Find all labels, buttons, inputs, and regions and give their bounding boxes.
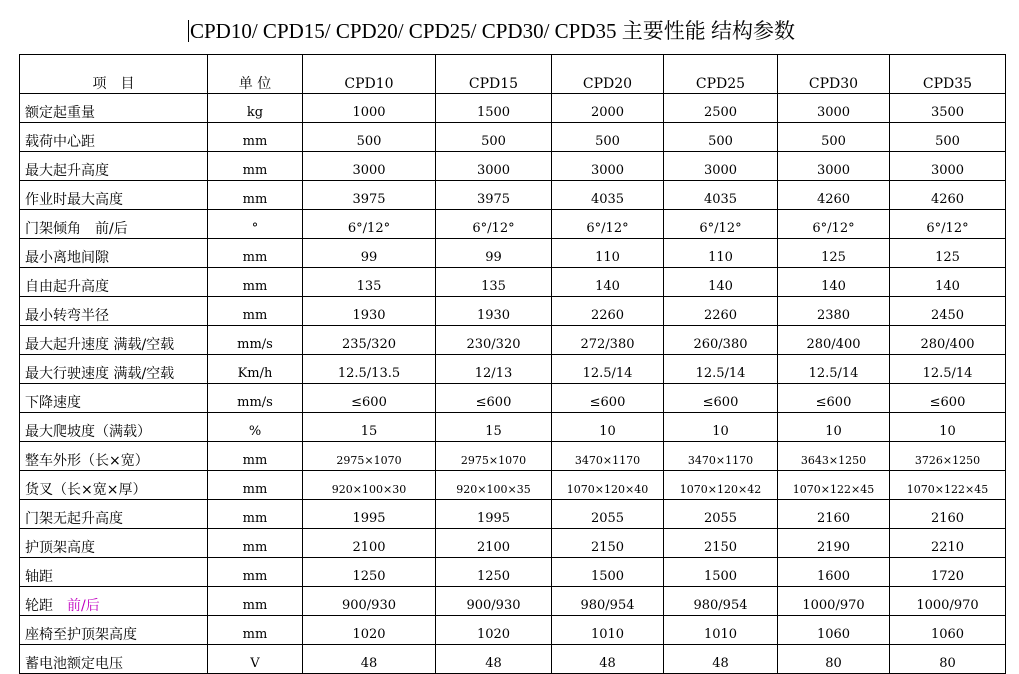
spec-table-body	[20, 94, 1006, 674]
row-value: 272/380	[552, 326, 664, 355]
header-item: 项 目	[20, 55, 208, 94]
header-row	[20, 55, 1006, 94]
row-value: 1020	[303, 616, 436, 645]
row-value: 1000	[303, 94, 436, 123]
row-value: 260/380	[664, 326, 778, 355]
row-value: 900/930	[436, 587, 552, 616]
row-value: 140	[552, 268, 664, 297]
row-value: 980/954	[552, 587, 664, 616]
row-item-label	[20, 268, 208, 297]
row-unit: mm	[208, 123, 303, 152]
row-value: 1020	[436, 616, 552, 645]
row-value: 280/400	[890, 326, 1006, 355]
row-value: ≤600	[303, 384, 436, 413]
row-value: 99	[436, 239, 552, 268]
row-value: 6°/12°	[436, 210, 552, 239]
row-unit: mm/s	[208, 384, 303, 413]
row-item-text: 蓄电池额定电压	[25, 656, 123, 672]
row-value: 15	[303, 413, 436, 442]
row-item-text: 轮距	[25, 598, 53, 614]
row-value: 3470×1170	[552, 442, 664, 471]
row-unit: mm	[208, 442, 303, 471]
row-value: 110	[664, 239, 778, 268]
row-item-label	[20, 152, 208, 181]
row-item-text: 门架无起升高度	[25, 511, 123, 527]
row-unit: Km/h	[208, 355, 303, 384]
row-value: 1070×120×40	[552, 471, 664, 500]
row-value: 15	[436, 413, 552, 442]
row-value: 125	[890, 239, 1006, 268]
row-value: ≤600	[436, 384, 552, 413]
row-value: 1500	[664, 558, 778, 587]
row-value: 6°/12°	[664, 210, 778, 239]
row-unit: %	[208, 413, 303, 442]
row-item-text: 最大行驶速度 满载/空载	[25, 366, 175, 382]
row-value: 2100	[436, 529, 552, 558]
row-value: 500	[436, 123, 552, 152]
row-value: 1720	[890, 558, 1006, 587]
row-value: 1500	[552, 558, 664, 587]
row-value: 900/930	[303, 587, 436, 616]
row-value: 1070×120×42	[664, 471, 778, 500]
row-unit: mm	[208, 471, 303, 500]
row-value: 920×100×35	[436, 471, 552, 500]
row-item-suffix: 前/后	[67, 598, 100, 614]
row-value: 500	[664, 123, 778, 152]
row-value: 3975	[436, 181, 552, 210]
table-row	[20, 239, 1006, 268]
row-value: 920×100×30	[303, 471, 436, 500]
row-value: 1000/970	[890, 587, 1006, 616]
row-item-label	[20, 616, 208, 645]
row-value: 2380	[778, 297, 890, 326]
row-value: 2190	[778, 529, 890, 558]
table-row	[20, 587, 1006, 616]
row-value: ≤600	[552, 384, 664, 413]
row-value: 2500	[664, 94, 778, 123]
row-item-text: 门架倾角 前/后	[25, 221, 128, 237]
row-value: 10	[890, 413, 1006, 442]
row-value: 1930	[303, 297, 436, 326]
row-value: 1010	[664, 616, 778, 645]
row-item-text: 自由起升高度	[25, 279, 109, 295]
header-model: CPD35	[890, 55, 1006, 94]
row-value: 140	[890, 268, 1006, 297]
row-unit: mm	[208, 500, 303, 529]
row-value: ≤600	[890, 384, 1006, 413]
table-row	[20, 181, 1006, 210]
row-value: 4260	[890, 181, 1006, 210]
row-value: 2260	[552, 297, 664, 326]
row-value: 1010	[552, 616, 664, 645]
row-value: 3500	[890, 94, 1006, 123]
table-row	[20, 500, 1006, 529]
row-item-label	[20, 123, 208, 152]
row-value: 12.5/14	[890, 355, 1006, 384]
table-row	[20, 297, 1006, 326]
row-item-label	[20, 384, 208, 413]
row-value: 3000	[778, 152, 890, 181]
header-model: CPD20	[552, 55, 664, 94]
row-value: 1000/970	[778, 587, 890, 616]
row-value: 2150	[664, 529, 778, 558]
row-value: 12.5/13.5	[303, 355, 436, 384]
row-value: 10	[664, 413, 778, 442]
table-row	[20, 384, 1006, 413]
row-value: 110	[552, 239, 664, 268]
row-value: 140	[664, 268, 778, 297]
row-value: 1500	[436, 94, 552, 123]
row-value: 4260	[778, 181, 890, 210]
row-item-text: 护顶架高度	[25, 540, 95, 556]
row-value: 2210	[890, 529, 1006, 558]
row-value: 3643×1250	[778, 442, 890, 471]
row-value: 1930	[436, 297, 552, 326]
row-value: 3000	[303, 152, 436, 181]
table-row	[20, 442, 1006, 471]
table-row	[20, 355, 1006, 384]
row-item-text: 最大起升高度	[25, 163, 109, 179]
row-value: 500	[552, 123, 664, 152]
row-item-label	[20, 529, 208, 558]
table-row	[20, 558, 1006, 587]
row-item-label	[20, 442, 208, 471]
row-unit: mm	[208, 268, 303, 297]
row-value: 230/320	[436, 326, 552, 355]
row-value: 2100	[303, 529, 436, 558]
row-item-text: 最大起升速度 满载/空载	[25, 337, 175, 353]
row-value: 280/400	[778, 326, 890, 355]
row-item-text: 下降速度	[25, 395, 81, 411]
row-item-text: 整车外形（长×宽）	[25, 453, 149, 469]
row-item-label	[20, 239, 208, 268]
row-value: 1600	[778, 558, 890, 587]
header-model: CPD15	[436, 55, 552, 94]
row-value: 80	[890, 645, 1006, 674]
table-row	[20, 413, 1006, 442]
row-value: 2150	[552, 529, 664, 558]
row-unit: mm	[208, 239, 303, 268]
row-unit: mm	[208, 558, 303, 587]
row-item-label	[20, 181, 208, 210]
row-value: 48	[664, 645, 778, 674]
row-value: 1060	[890, 616, 1006, 645]
row-item-text: 作业时最大高度	[25, 192, 123, 208]
row-unit: mm	[208, 152, 303, 181]
table-row	[20, 616, 1006, 645]
row-value: 980/954	[664, 587, 778, 616]
row-value: ≤600	[778, 384, 890, 413]
spec-table	[19, 54, 1006, 674]
row-value: 80	[778, 645, 890, 674]
row-value: 1070×122×45	[778, 471, 890, 500]
row-value: 125	[778, 239, 890, 268]
row-value: 12.5/14	[778, 355, 890, 384]
row-value: 3726×1250	[890, 442, 1006, 471]
row-value: 10	[552, 413, 664, 442]
row-item-text: 轴距	[25, 569, 53, 585]
row-value: 1250	[436, 558, 552, 587]
row-item-label	[20, 210, 208, 239]
row-value: 3470×1170	[664, 442, 778, 471]
row-value: 1995	[303, 500, 436, 529]
row-value: 6°/12°	[890, 210, 1006, 239]
row-unit: mm	[208, 616, 303, 645]
row-value: 500	[778, 123, 890, 152]
row-value: 2260	[664, 297, 778, 326]
row-unit: mm/s	[208, 326, 303, 355]
row-value: 3000	[664, 152, 778, 181]
row-unit: mm	[208, 587, 303, 616]
row-item-text: 最小转弯半径	[25, 308, 109, 324]
row-value: 2160	[890, 500, 1006, 529]
row-item-text: 额定起重量	[25, 105, 95, 121]
row-value: 2975×1070	[436, 442, 552, 471]
header-unit: 单 位	[208, 55, 303, 94]
table-row	[20, 152, 1006, 181]
row-value: 4035	[552, 181, 664, 210]
row-value: 500	[303, 123, 436, 152]
row-value: 99	[303, 239, 436, 268]
row-item-label	[20, 297, 208, 326]
row-value: 1995	[436, 500, 552, 529]
row-item-label	[20, 471, 208, 500]
row-value: 2055	[664, 500, 778, 529]
row-value: 3975	[303, 181, 436, 210]
row-value: 2000	[552, 94, 664, 123]
row-value: 48	[303, 645, 436, 674]
row-item-text: 最大爬坡度（满载）	[25, 424, 151, 440]
table-row	[20, 210, 1006, 239]
header-model: CPD25	[664, 55, 778, 94]
row-item-text: 载荷中心距	[25, 134, 95, 150]
table-row	[20, 529, 1006, 558]
row-unit: mm	[208, 529, 303, 558]
row-value: 4035	[664, 181, 778, 210]
row-value: 3000	[436, 152, 552, 181]
row-value: 1250	[303, 558, 436, 587]
row-value: 48	[552, 645, 664, 674]
row-value: 2450	[890, 297, 1006, 326]
row-item-label	[20, 413, 208, 442]
row-item-text: 座椅至护顶架高度	[25, 627, 137, 643]
header-model: CPD10	[303, 55, 436, 94]
row-value: 1060	[778, 616, 890, 645]
text-cursor	[188, 20, 189, 42]
row-item-label	[20, 94, 208, 123]
row-item-label	[20, 558, 208, 587]
row-unit: V	[208, 645, 303, 674]
row-unit: mm	[208, 181, 303, 210]
table-row	[20, 94, 1006, 123]
row-value: 1070×122×45	[890, 471, 1006, 500]
table-row	[20, 471, 1006, 500]
document-title	[188, 14, 888, 48]
title-text: CPD10/ CPD15/ CPD20/ CPD25/ CPD30/ CPD35 主要性能 结构参数	[190, 19, 796, 43]
row-item-label	[20, 326, 208, 355]
row-value: 10	[778, 413, 890, 442]
table-row	[20, 645, 1006, 674]
row-value: 2975×1070	[303, 442, 436, 471]
row-value: 12/13	[436, 355, 552, 384]
row-item-label	[20, 587, 208, 616]
row-value: 3000	[552, 152, 664, 181]
row-value: 140	[778, 268, 890, 297]
row-value: 3000	[778, 94, 890, 123]
row-item-text: 最小离地间隙	[25, 250, 109, 266]
header-model: CPD30	[778, 55, 890, 94]
row-item-label	[20, 355, 208, 384]
row-value: 12.5/14	[664, 355, 778, 384]
row-value: 48	[436, 645, 552, 674]
row-value: 500	[890, 123, 1006, 152]
table-row	[20, 268, 1006, 297]
row-unit: kg	[208, 94, 303, 123]
row-value: 135	[436, 268, 552, 297]
row-value: 2055	[552, 500, 664, 529]
row-value: 6°/12°	[303, 210, 436, 239]
row-value: 6°/12°	[778, 210, 890, 239]
table-row	[20, 123, 1006, 152]
row-value: 6°/12°	[552, 210, 664, 239]
row-value: 3000	[890, 152, 1006, 181]
row-value: 12.5/14	[552, 355, 664, 384]
row-value: 135	[303, 268, 436, 297]
row-item-label	[20, 645, 208, 674]
row-item-text: 货叉（长×宽×厚）	[25, 482, 147, 498]
row-unit: mm	[208, 297, 303, 326]
row-item-label	[20, 500, 208, 529]
row-unit: °	[208, 210, 303, 239]
row-value: 235/320	[303, 326, 436, 355]
row-value: ≤600	[664, 384, 778, 413]
table-row	[20, 326, 1006, 355]
row-value: 2160	[778, 500, 890, 529]
